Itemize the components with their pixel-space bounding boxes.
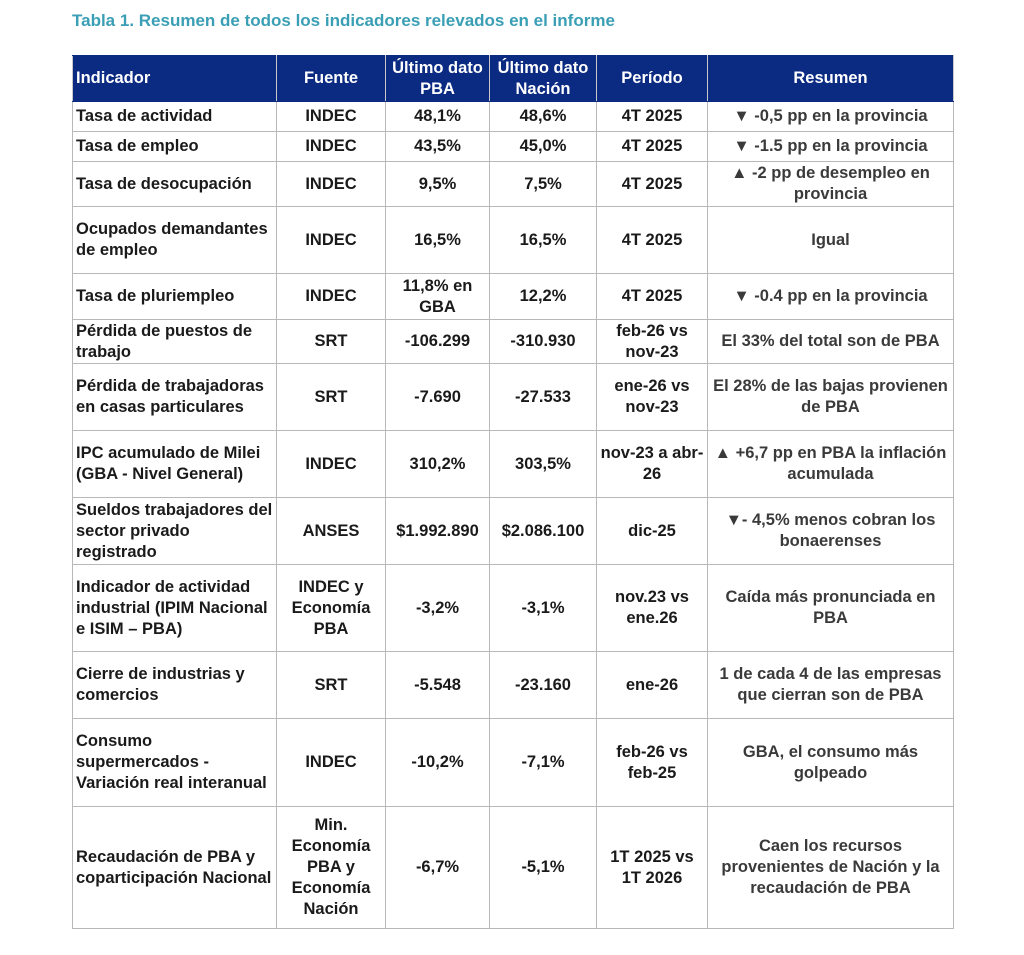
- cell-fuente: SRT: [277, 320, 386, 364]
- cell-nacion: 12,2%: [490, 274, 597, 320]
- table-row: [73, 320, 954, 364]
- cell-nacion: -310.930: [490, 320, 597, 364]
- cell-periodo: nov.23 vs ene.26: [597, 565, 708, 652]
- cell-nacion: -23.160: [490, 652, 597, 719]
- cell-periodo: 1T 2025 vs 1T 2026: [597, 807, 708, 929]
- cell-resumen: El 33% del total son de PBA: [708, 320, 954, 364]
- cell-pba: 11,8% en GBA: [386, 274, 490, 320]
- cell-resumen: ▲ -2 pp de desempleo en provincia: [708, 162, 954, 207]
- cell-nacion: -3,1%: [490, 565, 597, 652]
- cell-fuente: INDEC: [277, 102, 386, 132]
- cell-fuente: INDEC y Economía PBA: [277, 565, 386, 652]
- cell-nacion: -27.533: [490, 364, 597, 431]
- cell-resumen: Caen los recursos provenientes de Nación y la recaudación de PBA: [708, 807, 954, 929]
- table-row: [73, 207, 954, 274]
- cell-indicador: Ocupados demandantes de empleo: [73, 207, 277, 274]
- cell-nacion: 7,5%: [490, 162, 597, 207]
- cell-pba: -5.548: [386, 652, 490, 719]
- cell-indicador: Cierre de industrias y comercios: [73, 652, 277, 719]
- cell-indicador: Tasa de actividad: [73, 102, 277, 132]
- table-caption: Tabla 1. Resumen de todos los indicadores relevados en el informe: [72, 11, 615, 30]
- cell-nacion: 45,0%: [490, 132, 597, 162]
- cell-periodo: feb-26 vs nov-23: [597, 320, 708, 364]
- cell-periodo: ene-26 vs nov-23: [597, 364, 708, 431]
- cell-fuente: INDEC: [277, 207, 386, 274]
- cell-pba: 16,5%: [386, 207, 490, 274]
- header-indicador: Indicador: [73, 56, 277, 102]
- cell-pba: 9,5%: [386, 162, 490, 207]
- cell-indicador: Tasa de desocupación: [73, 162, 277, 207]
- cell-resumen: ▼ -0.4 pp en la provincia: [708, 274, 954, 320]
- header-periodo: Período: [597, 56, 708, 102]
- table-row: [73, 652, 954, 719]
- cell-pba: 310,2%: [386, 431, 490, 498]
- cell-fuente: INDEC: [277, 431, 386, 498]
- cell-periodo: nov-23 a abr-26: [597, 431, 708, 498]
- table-row: [73, 719, 954, 807]
- cell-resumen: El 28% de las bajas provienen de PBA: [708, 364, 954, 431]
- table-row: [73, 132, 954, 162]
- cell-pba: 48,1%: [386, 102, 490, 132]
- cell-nacion: -7,1%: [490, 719, 597, 807]
- header-ultimo-dato-nacion: Último dato Nación: [490, 56, 597, 102]
- table-row: [73, 102, 954, 132]
- cell-pba: $1.992.890: [386, 498, 490, 565]
- cell-resumen: ▼ -0,5 pp en la provincia: [708, 102, 954, 132]
- cell-fuente: Min. Economía PBA y Economía Nación: [277, 807, 386, 929]
- cell-indicador: IPC acumulado de Milei (GBA - Nivel General): [73, 431, 277, 498]
- header-fuente: Fuente: [277, 56, 386, 102]
- cell-pba: -7.690: [386, 364, 490, 431]
- cell-resumen: ▼- 4,5% menos cobran los bonaerenses: [708, 498, 954, 565]
- cell-fuente: INDEC: [277, 274, 386, 320]
- cell-pba: -10,2%: [386, 719, 490, 807]
- cell-resumen: ▼ -1.5 pp en la provincia: [708, 132, 954, 162]
- cell-pba: -6,7%: [386, 807, 490, 929]
- cell-fuente: SRT: [277, 364, 386, 431]
- cell-periodo: ene-26: [597, 652, 708, 719]
- header-row: [73, 56, 954, 102]
- cell-indicador: Pérdida de trabajadoras en casas particulares: [73, 364, 277, 431]
- indicators-table: [72, 55, 954, 929]
- header-resumen: Resumen: [708, 56, 954, 102]
- cell-indicador: Sueldos trabajadores del sector privado registrado: [73, 498, 277, 565]
- table-row: [73, 807, 954, 929]
- cell-resumen: ▲ +6,7 pp en PBA la inflación acumulada: [708, 431, 954, 498]
- cell-fuente: INDEC: [277, 719, 386, 807]
- cell-periodo: 4T 2025: [597, 207, 708, 274]
- cell-periodo: 4T 2025: [597, 132, 708, 162]
- cell-periodo: 4T 2025: [597, 102, 708, 132]
- cell-fuente: SRT: [277, 652, 386, 719]
- cell-indicador: Tasa de pluriempleo: [73, 274, 277, 320]
- cell-fuente: INDEC: [277, 132, 386, 162]
- cell-nacion: 303,5%: [490, 431, 597, 498]
- cell-fuente: ANSES: [277, 498, 386, 565]
- table-row: [73, 431, 954, 498]
- table-row: [73, 364, 954, 431]
- cell-nacion: 48,6%: [490, 102, 597, 132]
- cell-fuente: INDEC: [277, 162, 386, 207]
- table-row: [73, 565, 954, 652]
- cell-pba: 43,5%: [386, 132, 490, 162]
- cell-resumen: GBA, el consumo más golpeado: [708, 719, 954, 807]
- table-row: [73, 162, 954, 207]
- table-row: [73, 498, 954, 565]
- cell-periodo: feb-26 vs feb-25: [597, 719, 708, 807]
- table-row: [73, 274, 954, 320]
- cell-resumen: Igual: [708, 207, 954, 274]
- cell-resumen: Caída más pronunciada en PBA: [708, 565, 954, 652]
- cell-indicador: Recaudación de PBA y coparticipación Nacional: [73, 807, 277, 929]
- cell-pba: -106.299: [386, 320, 490, 364]
- cell-indicador: Indicador de actividad industrial (IPIM Nacional e ISIM – PBA): [73, 565, 277, 652]
- cell-nacion: -5,1%: [490, 807, 597, 929]
- cell-periodo: dic-25: [597, 498, 708, 565]
- cell-resumen: 1 de cada 4 de las empresas que cierran son de PBA: [708, 652, 954, 719]
- cell-pba: -3,2%: [386, 565, 490, 652]
- header-ultimo-dato-pba: Último dato PBA: [386, 56, 490, 102]
- cell-periodo: 4T 2025: [597, 274, 708, 320]
- cell-nacion: $2.086.100: [490, 498, 597, 565]
- cell-indicador: Pérdida de puestos de trabajo: [73, 320, 277, 364]
- cell-indicador: Tasa de empleo: [73, 132, 277, 162]
- cell-nacion: 16,5%: [490, 207, 597, 274]
- cell-periodo: 4T 2025: [597, 162, 708, 207]
- cell-indicador: Consumo supermercados - Variación real interanual: [73, 719, 277, 807]
